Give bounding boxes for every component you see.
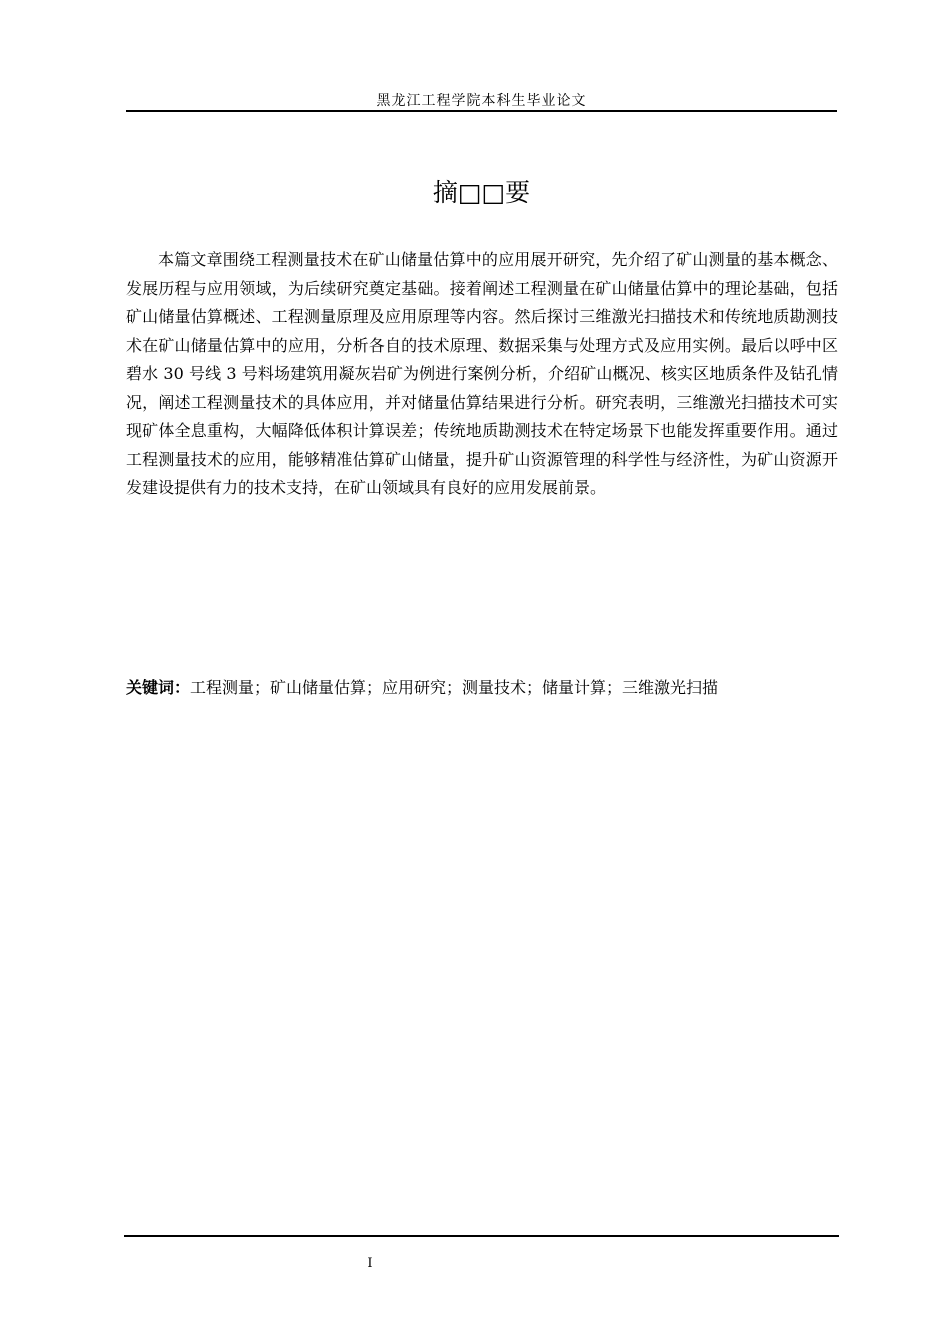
abstract-body: 本篇文章围绕工程测量技术在矿山储量估算中的应用展开研究，先介绍了矿山测量的基本概念、发展历程与应用领域，为后续研究奠定基础。接着阐述工程测量在矿山储量估算中的理论基础，包括矿山储量估算概述、工程测量原理及应用原理等内容。然后探讨三维激光扫描技术和传统地质勘测技术在矿山储量估算中的应用，分析各自的技术原理、数据采集与处理方式及应用实例。最后以呼中区碧水 30 号线 3 号料场建筑用凝灰岩矿为例进行案例分析，介绍矿山概况、核实区地质条件及钻孔情况，阐述工程测量技术的具体应用，并对储量估算结果进行分析。研究表明，三维激光扫描技术可实现矿体全息重构，大幅降低体积计算误差；传统地质勘测技术在特定场景下也能发挥重要作用。通过工程测量技术的应用，能够精准估算矿山储量，提升矿山资源管理的科学性与经济性，为矿山资源开发建设提供有力的技术支持，在矿山领域具有良好的应用发展前景。: [126, 250, 838, 497]
keywords-label: 关键词：: [126, 678, 191, 697]
abstract-title: 摘□□要: [432, 178, 531, 207]
header-divider: [126, 110, 837, 112]
running-header: 黑龙江工程学院本科生毕业论文: [376, 93, 587, 109]
page-number: I: [367, 1256, 373, 1271]
keywords-value: 工程测量；矿山储量估算；应用研究；测量技术；储量计算；三维激光扫描: [190, 678, 719, 697]
keywords-line: [126, 676, 838, 700]
footer-divider: [124, 1235, 839, 1237]
